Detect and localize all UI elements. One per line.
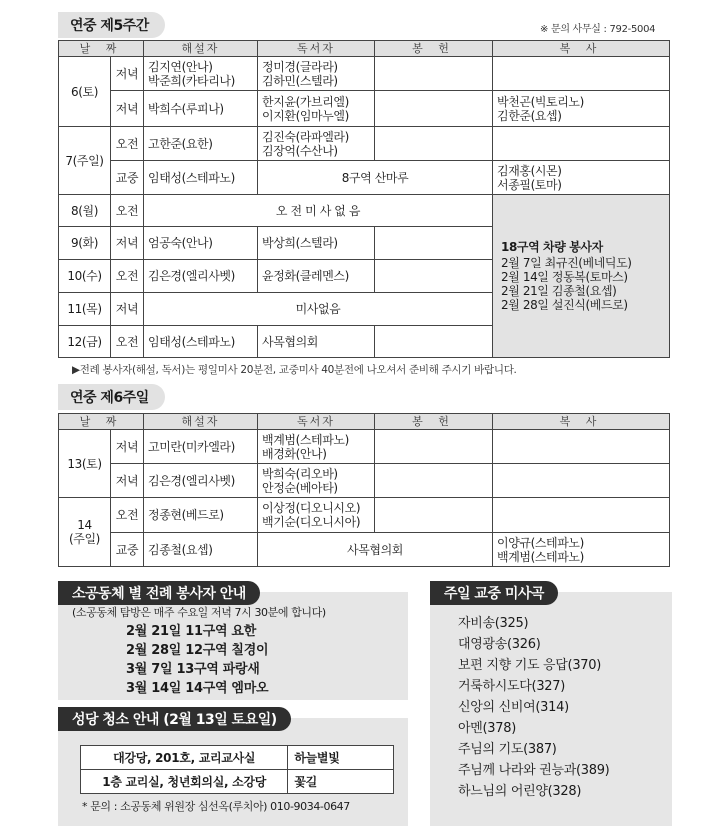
list-item: 주님의 기도(387)	[458, 742, 557, 757]
reader-cell: 김진숙(라파엘라) 김장억(수산나)	[258, 127, 375, 161]
list-item: 주님께 나라와 권능과(389)	[458, 763, 610, 778]
time-cell: 오전	[111, 127, 144, 161]
offertory-cell	[375, 227, 493, 260]
time-cell: 오전	[111, 260, 144, 293]
header-reader: 독서자	[258, 414, 375, 430]
header-date: 날 짜	[59, 41, 144, 57]
offertory-cell	[375, 326, 493, 358]
server-cell	[493, 464, 670, 498]
week5-title: 연중 제5주간	[58, 12, 165, 38]
hymns-title: 주일 교중 미사곡	[430, 581, 558, 605]
vehicle-line: 2월 7일 최규진(베네딕도)	[501, 256, 632, 270]
vehicle-line: 2월 21일 김종철(요셉)	[501, 284, 617, 298]
commentator-cell: 박희수(루피나)	[144, 91, 258, 127]
list-item: 3월 14일 14구역 엠마오	[126, 681, 269, 696]
date-cell: 14 (주일)	[59, 498, 111, 567]
header-reader: 독서자	[258, 41, 375, 57]
list-item: 2월 21일 11구역 요한	[126, 624, 256, 639]
commentator-cell: 고한준(요한)	[144, 127, 258, 161]
list-item: 2월 28일 12구역 칠경이	[126, 643, 269, 658]
merged-cell: 사목협의회	[258, 533, 493, 567]
merged-cell: 오 전 미 사 없 음	[144, 195, 493, 227]
date-cell: 13(토)	[59, 430, 111, 498]
list-item: 거룩하시도다(327)	[458, 679, 566, 694]
reader-cell: 이상정(디오니시오) 백기순(디오니시아)	[258, 498, 375, 533]
offertory-cell	[375, 464, 493, 498]
commentator-cell: 엄공숙(안나)	[144, 227, 258, 260]
time-cell: 저녁	[111, 57, 144, 91]
merged-cell: 미사없음	[144, 293, 493, 326]
header-server: 복 사	[493, 41, 670, 57]
server-cell	[493, 430, 670, 464]
community-title: 소공동체 별 전례 봉사자 안내	[58, 581, 260, 605]
header-date: 날 짜	[59, 414, 144, 430]
week6-schedule-table	[58, 413, 670, 567]
community-list	[126, 622, 268, 698]
time-cell: 오전	[111, 195, 144, 227]
reader-cell: 윤정화(클레멘스)	[258, 260, 375, 293]
commentator-cell: 김은경(엘리사벳)	[144, 260, 258, 293]
list-item: 대영광송(326)	[458, 637, 541, 652]
vehicle-title: 18구역 차량 봉사자	[501, 240, 603, 254]
time-cell: 저녁	[111, 91, 144, 127]
cleaning-title: 성당 청소 안내 (2월 13일 토요일)	[58, 707, 291, 731]
header-commentator: 해설자	[144, 414, 258, 430]
date-cell: 9(화)	[59, 227, 111, 260]
commentator-cell: 김종철(요셉)	[144, 533, 258, 567]
reader-cell: 한지윤(가브리엘) 이지환(임마누엘)	[258, 91, 375, 127]
server-cell: 이양규(스테파노) 백계범(스테파노)	[493, 533, 670, 567]
vehicle-line: 2월 14일 정동복(토마스)	[501, 270, 628, 284]
commentator-cell: 정종현(베드로)	[144, 498, 258, 533]
footnote: ▶전례 봉사자(해설, 독서)는 평일미사 20분전, 교중미사 40분전에 나오셔서 준비해 주시기 바랍니다.	[72, 364, 517, 376]
cleaning-contact: * 문의 : 소공동체 위원장 심선옥(루치아) 010-9034-0647	[82, 800, 350, 813]
time-cell: 저녁	[111, 430, 144, 464]
offertory-cell	[375, 127, 493, 161]
list-item: 보편 지향 기도 응답(370)	[458, 658, 602, 673]
date-cell: 7(주일)	[59, 127, 111, 195]
community-note: (소공동체 탐방은 매주 수요일 저녁 7시 30분에 합니다)	[72, 606, 326, 619]
offertory-cell	[375, 430, 493, 464]
offertory-cell	[375, 260, 493, 293]
time-cell: 교중	[111, 533, 144, 567]
offertory-cell	[375, 57, 493, 91]
date-cell: 11(목)	[59, 293, 111, 326]
cleaning-place: 대강당, 201호, 교리교사실	[81, 746, 288, 770]
week5-schedule-table	[58, 40, 670, 358]
header-commentator: 해설자	[144, 41, 258, 57]
offertory-cell	[375, 91, 493, 127]
list-item: 아멘(378)	[458, 721, 516, 736]
time-cell: 오전	[111, 326, 144, 358]
vehicle-line: 2월 28일 설진식(베드로)	[501, 298, 628, 312]
cleaning-group: 하늘별빛	[288, 746, 394, 770]
reader-cell: 박희숙(리오바) 안정순(베아타)	[258, 464, 375, 498]
date-cell: 12(금)	[59, 326, 111, 358]
reader-cell: 사목협의회	[258, 326, 375, 358]
reader-cell: 정미경(글라라) 김하민(스텔라)	[258, 57, 375, 91]
week6-title: 연중 제6주일	[58, 384, 165, 410]
office-contact: ※ 문의 사무실 : 792-5004	[540, 24, 656, 35]
server-cell	[493, 127, 670, 161]
reader-cell: 백계범(스테파노) 배경화(안나)	[258, 430, 375, 464]
header-offertory: 봉 헌	[375, 41, 493, 57]
header-offertory: 봉 헌	[375, 414, 493, 430]
cleaning-table	[80, 745, 394, 794]
date-cell: 10(수)	[59, 260, 111, 293]
list-item: 3월 7일 13구역 파랑새	[126, 662, 260, 677]
list-item: 자비송(325)	[458, 616, 529, 631]
header-server: 복 사	[493, 414, 670, 430]
server-cell	[493, 498, 670, 533]
hymns-list	[458, 613, 609, 802]
merged-cell: 8구역 산마루	[258, 161, 493, 195]
cleaning-place: 1층 교리실, 청년회의실, 소강당	[81, 770, 288, 794]
commentator-cell: 고미란(미카엘라)	[144, 430, 258, 464]
server-cell	[493, 57, 670, 91]
time-cell: 저녁	[111, 293, 144, 326]
reader-cell: 박상희(스텔라)	[258, 227, 375, 260]
commentator-cell: 임태성(스테파노)	[144, 161, 258, 195]
list-item: 신앙의 신비여(314)	[458, 700, 569, 715]
server-cell: 김재홍(시몬) 서종필(토마)	[493, 161, 670, 195]
time-cell: 저녁	[111, 227, 144, 260]
vehicle-volunteers	[493, 195, 670, 358]
commentator-cell: 임태성(스테파노)	[144, 326, 258, 358]
date-cell: 8(월)	[59, 195, 111, 227]
commentator-cell: 김지연(안나) 박준희(카타리나)	[144, 57, 258, 91]
commentator-cell: 김은경(엘리사벳)	[144, 464, 258, 498]
offertory-cell	[375, 498, 493, 533]
list-item: 하느님의 어린양(328)	[458, 784, 582, 799]
time-cell: 저녁	[111, 464, 144, 498]
server-cell: 박천곤(빅토리노) 김한준(요셉)	[493, 91, 670, 127]
date-cell: 6(토)	[59, 57, 111, 127]
time-cell: 오전	[111, 498, 144, 533]
cleaning-group: 꽃길	[288, 770, 394, 794]
time-cell: 교중	[111, 161, 144, 195]
